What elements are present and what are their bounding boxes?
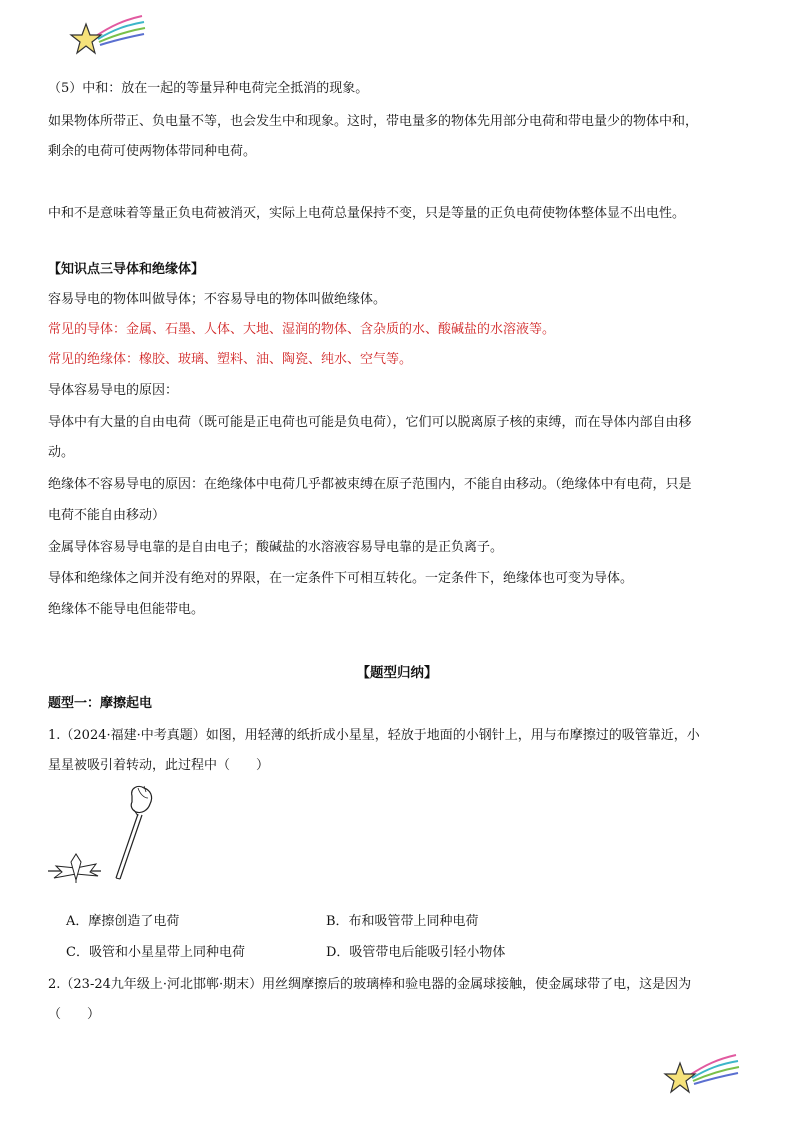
question-1-option-d[interactable]: D．吸管带电后能吸引轻小物体 — [326, 945, 506, 960]
neutralize-paragraph-line2: 剩余的电荷可使两物体带同种电荷。 — [48, 144, 257, 159]
question-2-line1: 2.（23-24九年级上·河北邯郸·期末）用丝绸摩擦后的玻璃棒和验电器的金属球接触，使金属球带了电，这是因为 — [48, 977, 692, 992]
kp3-common-insulators: 常见的绝缘体：橡胶、玻璃、塑料、油、陶瓷、纯水、空气等。 — [48, 352, 413, 367]
kp3-common-conductors: 常见的导体：金属、石墨、人体、大地、湿润的物体、含杂质的水、酸碱盐的水溶液等。 — [48, 322, 556, 337]
shooting-star-icon — [66, 14, 146, 58]
knowledge-point-3-title: 【知识点三导体和绝缘体】 — [48, 262, 205, 277]
kp3-conductor-reason-line2: 动。 — [48, 445, 75, 460]
question-1-option-a[interactable]: A．摩擦创造了电荷 — [66, 914, 180, 929]
question-1-option-b[interactable]: B．布和吸管带上同种电荷 — [326, 914, 479, 929]
kp3-conductor-reason-title: 导体容易导电的原因： — [48, 383, 179, 398]
straw-star-figure — [46, 784, 176, 884]
question-1-option-c[interactable]: C．吸管和小星星带上同种电荷 — [66, 945, 245, 960]
kp3-definition: 容易导电的物体叫做导体；不容易导电的物体叫做绝缘体。 — [48, 292, 387, 307]
kp3-conductor-reason-line1: 导体中有大量的自由电荷（既可能是正电荷也可能是负电荷），它们可以脱离原子核的束缚，而在导体内部自由移 — [48, 415, 692, 430]
question-2-line2: （ ） — [48, 1007, 101, 1022]
kp3-insulator-reason-line2: 电荷不能自由移动） — [48, 508, 166, 523]
question-1-line2: 星星被吸引着转动，此过程中（ ） — [48, 758, 270, 773]
neutralize-point: （5）中和：放在一起的等量异种电荷完全抵消的现象。 — [48, 81, 369, 96]
question-1-line1: 1.（2024·福建·中考真题）如图，用轻薄的纸折成小星星，轻放于地面的小钢针上，用与布摩擦过的吸管靠近，小 — [48, 728, 700, 743]
kp3-insulator-reason-line1: 绝缘体不容易导电的原因：在绝缘体中电荷几乎都被束缚在原子范围内，不能自由移动。（绝缘体中有电荷，只是 — [48, 477, 692, 492]
kp3-boundary: 导体和绝缘体之间并没有绝对的界限，在一定条件下可相互转化。一定条件下，绝缘体也可变为导体。 — [48, 571, 634, 586]
kp3-metal-conduction: 金属导体容易导电靠的是自由电子；酸碱盐的水溶液容易导电靠的是正负离子。 — [48, 540, 504, 555]
kp3-insulator-charge: 绝缘体不能导电但能带电。 — [48, 602, 205, 617]
shooting-star-icon — [660, 1053, 740, 1097]
question-type-1: 题型一：摩擦起电 — [48, 696, 153, 711]
neutralize-note: 中和不是意味着等量正负电荷被消灭，实际上电荷总量保持不变，只是等量的正负电荷使物体整体显不出电性。 — [48, 206, 686, 221]
neutralize-paragraph-line1: 如果物体所带正、负电量不等，也会发生中和现象。这时，带电量多的物体先用部分电荷和带电量少的物体中和， — [48, 114, 699, 129]
section-title: 【题型归纳】 — [356, 665, 438, 681]
